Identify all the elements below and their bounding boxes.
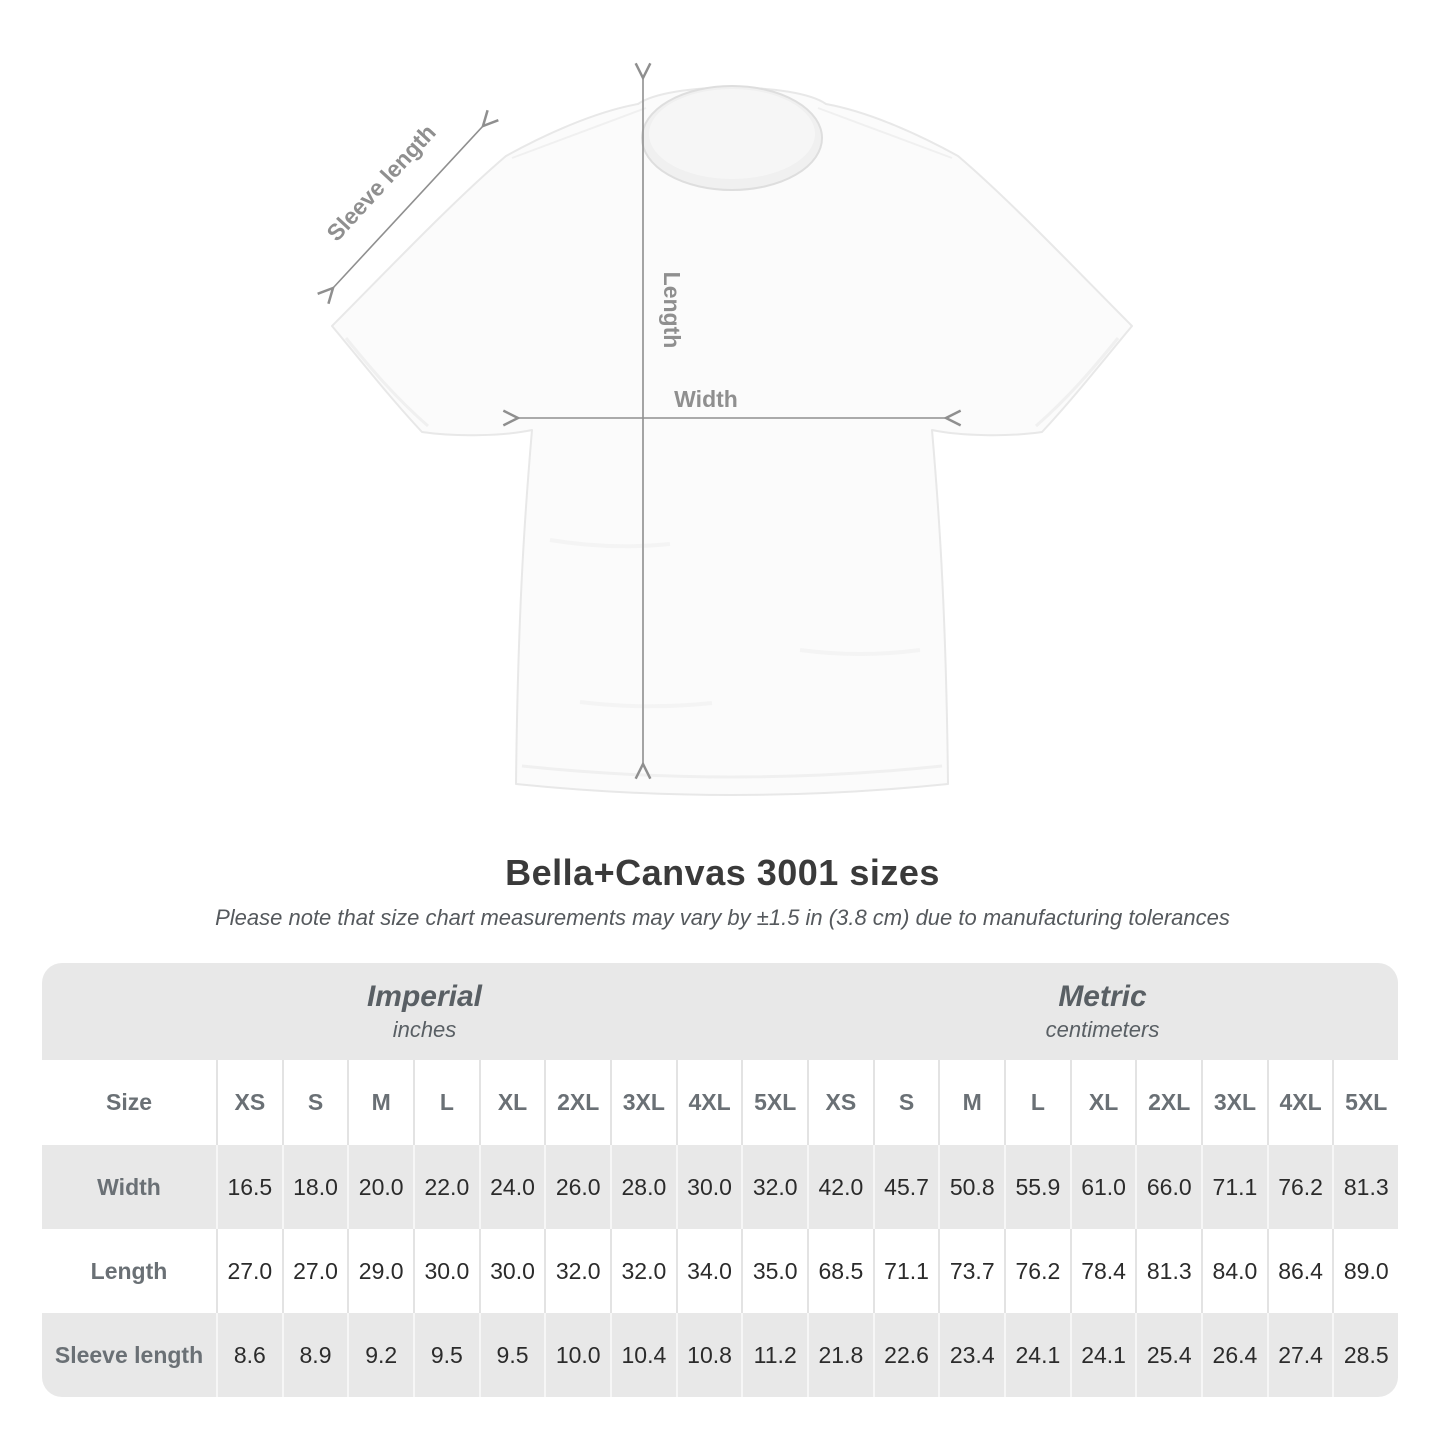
metric-title: Metric [1058,980,1147,1013]
row-length-cell-8: 35.0 [741,1229,807,1313]
size-header-row-cell-13: XL [1070,1060,1136,1145]
row-sleeve-length-cell-13: 24.1 [1070,1313,1136,1397]
row-sleeve-length-cell-9: 21.8 [807,1313,873,1397]
row-length-cell-7: 34.0 [676,1229,742,1313]
size-header-row-cell-5: 2XL [544,1060,610,1145]
size-header-row [42,1060,1398,1145]
page-title: Bella+Canvas 3001 sizes [505,852,940,893]
width-label: Width [674,386,738,412]
row-width-cell-9: 42.0 [807,1145,873,1229]
row-sleeve-length-cell-17: 28.5 [1332,1313,1398,1397]
row-sleeve-length-cell-8: 11.2 [741,1313,807,1397]
row-width-cell-13: 61.0 [1070,1145,1136,1229]
unit-group-imperial [42,963,807,1060]
size-header-row-cell-16: 4XL [1267,1060,1333,1145]
row-length-cell-15: 84.0 [1201,1229,1267,1313]
row-width-cell-0: 16.5 [216,1145,282,1229]
row-length-cell-10: 71.1 [873,1229,939,1313]
size-header-row-label: Size [105,1089,153,1115]
row-width-cell-14: 66.0 [1135,1145,1201,1229]
size-header-row-cell-6: 3XL [610,1060,676,1145]
row-sleeve-length-cell-6: 10.4 [610,1313,676,1397]
size-header-row-cell-9: XS [807,1060,873,1145]
row-width-cell-8: 32.0 [741,1145,807,1229]
row-sleeve-length-cell-5: 10.0 [544,1313,610,1397]
size-header-row-cell-11: M [938,1060,1004,1145]
row-length [42,1229,1398,1313]
length-label: Length [659,271,685,349]
row-length-cell-13: 78.4 [1070,1229,1136,1313]
row-sleeve-length-cell-1: 8.9 [282,1313,348,1397]
page-subtitle: Please note that size chart measurements may vary by ±1.5 in (3.8 cm) due to manufacturing tolerances [215,905,1230,930]
row-sleeve-length-cell-4: 9.5 [479,1313,545,1397]
sleeve-length-label: Sleeve length [321,119,441,247]
row-sleeve-length-cell-16: 27.4 [1267,1313,1333,1397]
row-width-cell-2: 20.0 [347,1145,413,1229]
row-sleeve-length-cell-10: 22.6 [873,1313,939,1397]
row-width-cell-4: 24.0 [479,1145,545,1229]
size-header-row-cell-4: XL [479,1060,545,1145]
metric-subtitle: centimeters [1045,1017,1160,1042]
size-header-row-cell-10: S [873,1060,939,1145]
row-sleeve-length-cell-14: 25.4 [1135,1313,1201,1397]
row-sleeve-length-cell-3: 9.5 [413,1313,479,1397]
row-width-label: Width [97,1173,161,1200]
row-sleeve-length-cell-7: 10.8 [676,1313,742,1397]
row-sleeve-length-cell-12: 24.1 [1004,1313,1070,1397]
row-width-cell-11: 50.8 [938,1145,1004,1229]
tshirt-graphic [332,86,1132,795]
row-length-cell-5: 32.0 [544,1229,610,1313]
imperial-subtitle: inches [392,1017,457,1042]
size-header-row-cell-8: 5XL [741,1060,807,1145]
row-length-label: Length [90,1257,168,1284]
row-sleeve-length-cell-0: 8.6 [216,1313,282,1397]
row-width-cell-7: 30.0 [676,1145,742,1229]
imperial-title: Imperial [366,980,483,1013]
row-length-cell-11: 73.7 [938,1229,1004,1313]
size-header-row-cell-2: M [347,1060,413,1145]
row-width-cell-3: 22.0 [413,1145,479,1229]
row-length-cell-1: 27.0 [282,1229,348,1313]
row-length-cell-9: 68.5 [807,1229,873,1313]
row-width-cell-17: 81.3 [1332,1145,1398,1229]
size-header-row-cell-15: 3XL [1201,1060,1267,1145]
row-length-cell-14: 81.3 [1135,1229,1201,1313]
size-table [42,963,1398,1397]
row-length-cell-4: 30.0 [479,1229,545,1313]
tshirt-measurement-figure [280,40,1160,840]
size-header-row-cell-3: L [413,1060,479,1145]
row-width-cell-1: 18.0 [282,1145,348,1229]
size-header-row-cell-1: S [282,1060,348,1145]
size-header-row-cell-17: 5XL [1332,1060,1398,1145]
row-width-cell-12: 55.9 [1004,1145,1070,1229]
row-length-cell-12: 76.2 [1004,1229,1070,1313]
unit-header-band [42,963,1398,1060]
row-sleeve-length [42,1313,1398,1397]
row-length-cell-17: 89.0 [1332,1229,1398,1313]
size-header-row-cell-0: XS [216,1060,282,1145]
row-length-cell-0: 27.0 [216,1229,282,1313]
row-width-cell-10: 45.7 [873,1145,939,1229]
row-width-cell-5: 26.0 [544,1145,610,1229]
row-sleeve-length-cell-11: 23.4 [938,1313,1004,1397]
row-width [42,1145,1398,1229]
row-sleeve-length-cell-15: 26.4 [1201,1313,1267,1397]
row-length-cell-6: 32.0 [610,1229,676,1313]
row-length-cell-3: 30.0 [413,1229,479,1313]
row-width-cell-6: 28.0 [610,1145,676,1229]
row-sleeve-length-label: Sleeve length [54,1341,204,1368]
row-length-cell-16: 86.4 [1267,1229,1333,1313]
size-header-row-cell-12: L [1004,1060,1070,1145]
row-width-cell-15: 71.1 [1201,1145,1267,1229]
row-width-cell-16: 76.2 [1267,1145,1333,1229]
row-sleeve-length-cell-2: 9.2 [347,1313,413,1397]
size-header-row-cell-14: 2XL [1135,1060,1201,1145]
row-length-cell-2: 29.0 [347,1229,413,1313]
size-header-row-cell-7: 4XL [676,1060,742,1145]
unit-group-metric [807,963,1398,1060]
